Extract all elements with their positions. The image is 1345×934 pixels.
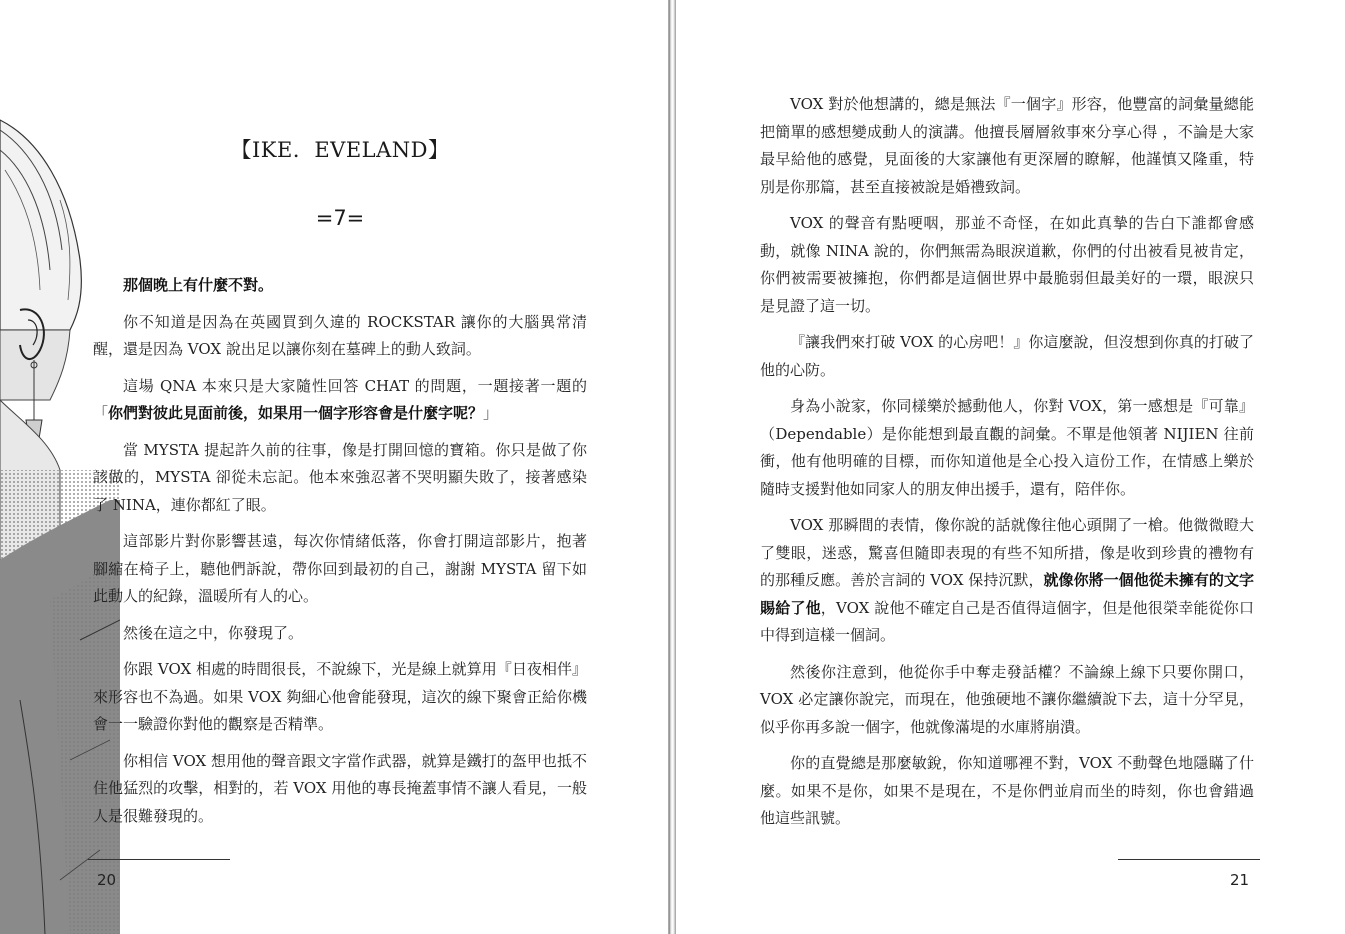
paragraph xyxy=(93,309,587,364)
paragraph xyxy=(93,272,587,300)
page-number: 20 xyxy=(97,871,117,889)
text-run: 你不知道是因為在英國買到久違的 ROCKSTAR 讓你的大腦異常清醒，還是因為 VOX 說出足以讓你刻在墓碑上的動人致詞。 xyxy=(93,312,587,358)
paragraph xyxy=(93,656,587,739)
paragraph xyxy=(760,210,1254,320)
text-run: 然後你注意到，他從你手中奪走發話權？不論線上線下只要你開口，VOX 必定讓你說完，而現在，他強硬地不讓你繼續說下去，這十分罕見，似乎你再多說一個字，他就像滿堤的水庫將崩潰。 xyxy=(760,662,1254,736)
paragraph xyxy=(760,91,1254,201)
footer-rule xyxy=(1118,859,1260,860)
chapter-number: =7= xyxy=(315,206,365,230)
paragraph xyxy=(93,373,587,428)
footer-rule xyxy=(88,859,230,860)
bold-text: 就像你將一個他從未擁有的文字賜給了他 xyxy=(760,571,1254,617)
text-run: 然後在這之中，你發現了。 xyxy=(123,623,304,642)
text-run: 你相信 VOX 想用他的聲音跟文字當作武器，就算是鐵打的盔甲也抵不住他猛烈的攻擊，相對的，若 VOX 用他的專長掩蓋事情不讓人看見，一般人是很難發現的。 xyxy=(93,751,587,825)
chapter-title: 【IKE．EVELAND】 xyxy=(230,138,450,162)
text-run: VOX 的聲音有點哽咽，那並不奇怪，在如此真摯的告白下誰都會感動，就像 NINA 說的，你們無需為眼淚道歉，你們的付出被看見被肯定，你們被需要被擁抱，你們都是這個世界中最脆弱但最美好的一環，眼淚只是見證了這一切。 xyxy=(760,214,1254,315)
paragraph xyxy=(760,512,1254,650)
text-run: 」 xyxy=(483,404,499,422)
paragraph xyxy=(760,329,1254,384)
text-run: 身為小說家，你同樣樂於撼動他人，你對 VOX，第一感想是『可靠』（Dependable）是你能想到最直觀的詞彙。不單是他領著 NIJIEN 往前衝，他有他明確的目標，而你知道他是全心投入這份工作，在情感上樂於隨時支援對他如同家人的朋友伸出援手，還有，陪伴你。 xyxy=(760,397,1254,498)
bold-text: 你們對彼此見面前後，如果用一個字形容會是什麼字呢？ xyxy=(108,404,484,422)
book-gutter xyxy=(668,0,676,934)
paragraph xyxy=(760,750,1254,833)
text-run: 這場 QNA 本來只是大家隨性回答 CHAT 的問題，一題接著一題的「 xyxy=(93,376,587,422)
paragraph xyxy=(760,659,1254,742)
text-run: ，VOX 說他不確定自己是否值得這個字，但是他很榮幸能從你口中得到這樣一個詞。 xyxy=(760,598,1254,644)
paragraph xyxy=(760,393,1254,503)
paragraph xyxy=(93,620,587,648)
page-number: 21 xyxy=(1230,871,1250,889)
text-run: VOX 對於他想講的，總是無法『一個字』形容，他豐富的詞彙量總能把簡單的感想變成動人的演講。他擅長層層敘事來分享心得 ，不論是大家最早給他的感覺，見面後的大家讓他有更深層的瞭解，他謹慎又隆重，特別是你那篇，甚至直接被說是婚禮致詞。 xyxy=(760,95,1254,196)
paragraph xyxy=(93,437,587,520)
bold-text: 那個晚上有什麼不對。 xyxy=(123,276,274,294)
left-page-body xyxy=(93,272,587,839)
paragraph xyxy=(93,528,587,611)
paragraph xyxy=(93,748,587,831)
text-run: 『讓我們來打破 VOX 的心房吧！』你這麼說，但沒想到你真的打破了他的心防。 xyxy=(760,333,1254,379)
right-page-body xyxy=(760,91,1254,842)
text-run: 當 MYSTA 提起許久前的往事，像是打開回憶的寶箱。你只是做了你該做的，MYSTA 卻從未忘記。他本來強忍著不哭明顯失敗了，接著感染了 NINA，連你都紅了眼。 xyxy=(93,440,587,514)
text-run: 你跟 VOX 相處的時間很長，不說線下，光是線上就算用『日夜相伴』來形容也不為過。如果 VOX 夠細心他會能發現，這次的線下聚會正給你機會一一驗證你對他的觀察是否精準。 xyxy=(93,660,587,733)
left-page xyxy=(0,0,668,934)
text-run: 這部影片對你影響甚遠，每次你情緒低落，你會打開這部影片，抱著腳縮在椅子上，聽他們訴說，帶你回到最初的自己，謝謝 MYSTA 留下如此動人的紀錄，溫暖所有人的心。 xyxy=(93,532,587,605)
right-page xyxy=(676,0,1345,934)
text-run: VOX 那瞬間的表情，像你說的話就像往他心頭開了一槍。他微微瞪大了雙眼，迷惑，驚喜但隨即表現的有些不知所措，像是收到珍貴的禮物有的那種反應。善於言詞的 VOX 保持沉默， xyxy=(760,516,1254,589)
text-run: 你的直覺總是那麼敏銳，你知道哪裡不對，VOX 不動聲色地隱瞞了什麼。如果不是你，如果不是現在，不是你們並肩而坐的時刻，你也會錯過他這些訊號。 xyxy=(760,754,1254,827)
